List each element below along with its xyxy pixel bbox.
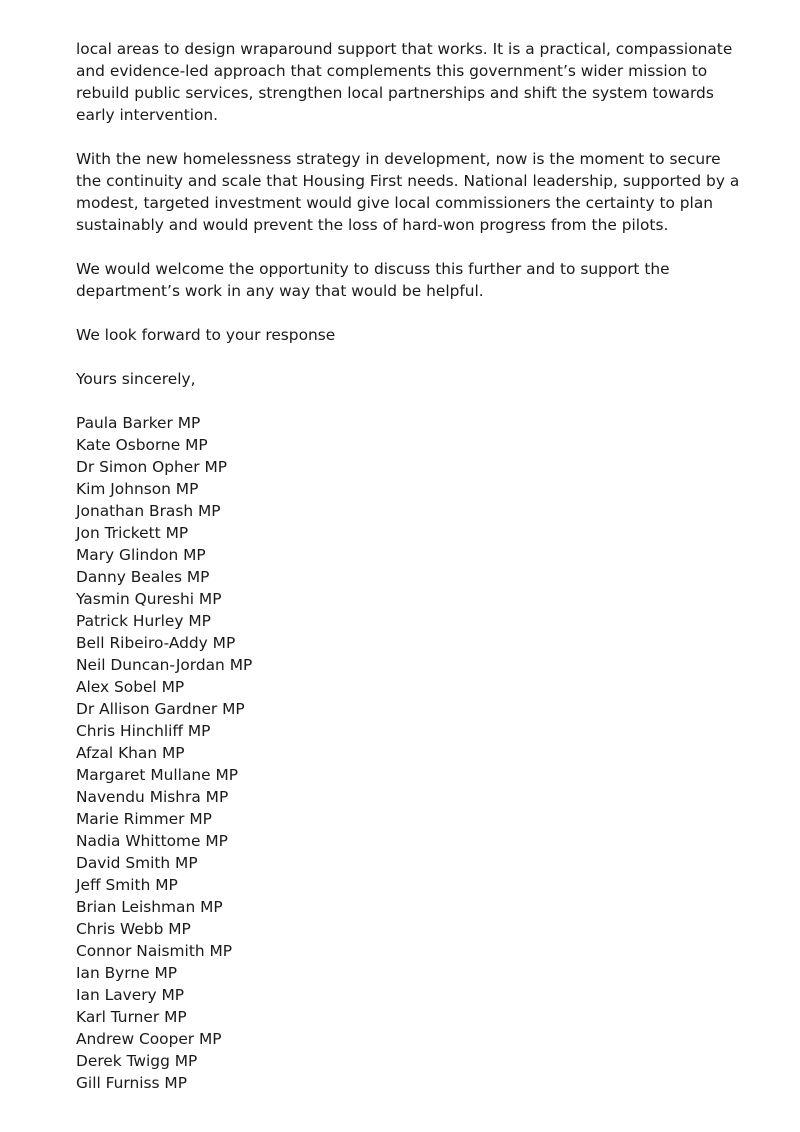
signatory: Jonathan Brash MP — [76, 502, 221, 520]
text-line: With the new homelessness strategy in development, now is the moment to secure — [76, 150, 721, 168]
signatory: Mary Glindon MP — [76, 546, 206, 564]
signatory: Dr Allison Gardner MP — [76, 700, 245, 718]
text-line: rebuild public services, strengthen local partnerships and shift the system towards — [76, 84, 714, 102]
signatory: Chris Webb MP — [76, 920, 191, 938]
signatory: Yasmin Qureshi MP — [76, 590, 222, 608]
paragraph-discussion — [76, 258, 736, 302]
text-line: and evidence-led approach that complements this government’s wider mission to — [76, 62, 708, 80]
paragraph-intervention — [76, 38, 736, 126]
text-line: local areas to design wraparound support that works. It is a practical, compassionate — [76, 40, 733, 58]
paragraph-response — [76, 324, 736, 346]
text-line: sustainably and would prevent the loss of hard-won progress from the pilots. — [76, 216, 669, 234]
signatory: Andrew Cooper MP — [76, 1030, 222, 1048]
signatory: Navendu Mishra MP — [76, 788, 229, 806]
signatory: Marie Rimmer MP — [76, 810, 212, 828]
signatory: Afzal Khan MP — [76, 744, 185, 762]
signatory: Kim Johnson MP — [76, 480, 199, 498]
signatory: Bell Ribeiro-Addy MP — [76, 634, 236, 652]
signatory: Nadia Whittome MP — [76, 832, 228, 850]
letter-body — [76, 38, 740, 1094]
signatory: Neil Duncan-Jordan MP — [76, 656, 253, 674]
signatory: Danny Beales MP — [76, 568, 210, 586]
signatory: Ian Lavery MP — [76, 986, 185, 1004]
text-line: We look forward to your response — [76, 326, 336, 344]
signatory: David Smith MP — [76, 854, 198, 872]
signatory: Paula Barker MP — [76, 414, 201, 432]
signatory: Kate Osborne MP — [76, 436, 208, 454]
signatory: Margaret Mullane MP — [76, 766, 239, 784]
text-line: department’s work in any way that would be helpful. — [76, 282, 484, 300]
signatory: Karl Turner MP — [76, 1008, 187, 1026]
text-line: modest, targeted investment would give local commissioners the certainty to plan — [76, 194, 714, 212]
text-line: the continuity and scale that Housing First needs. National leadership, supported by a — [76, 172, 740, 190]
signatory: Ian Byrne MP — [76, 964, 178, 982]
signatory: Jon Trickett MP — [76, 524, 189, 542]
signatory: Brian Leishman MP — [76, 898, 223, 916]
paragraph-strategy — [76, 148, 740, 236]
signatory: Connor Naismith MP — [76, 942, 233, 960]
signatory: Patrick Hurley MP — [76, 612, 211, 630]
signatory: Derek Twigg MP — [76, 1052, 198, 1070]
text-line: Yours sincerely, — [76, 370, 196, 388]
text-line: We would welcome the opportunity to discuss this further and to support the — [76, 260, 670, 278]
text-line: early intervention. — [76, 106, 219, 124]
signatory-list — [76, 412, 736, 1094]
signatory: Gill Furniss MP — [76, 1074, 187, 1092]
signatory: Dr Simon Opher MP — [76, 458, 228, 476]
signatory: Jeff Smith MP — [76, 876, 178, 894]
closing-salutation — [76, 368, 736, 390]
signatory: Alex Sobel MP — [76, 678, 185, 696]
signatory: Chris Hinchliff MP — [76, 722, 211, 740]
